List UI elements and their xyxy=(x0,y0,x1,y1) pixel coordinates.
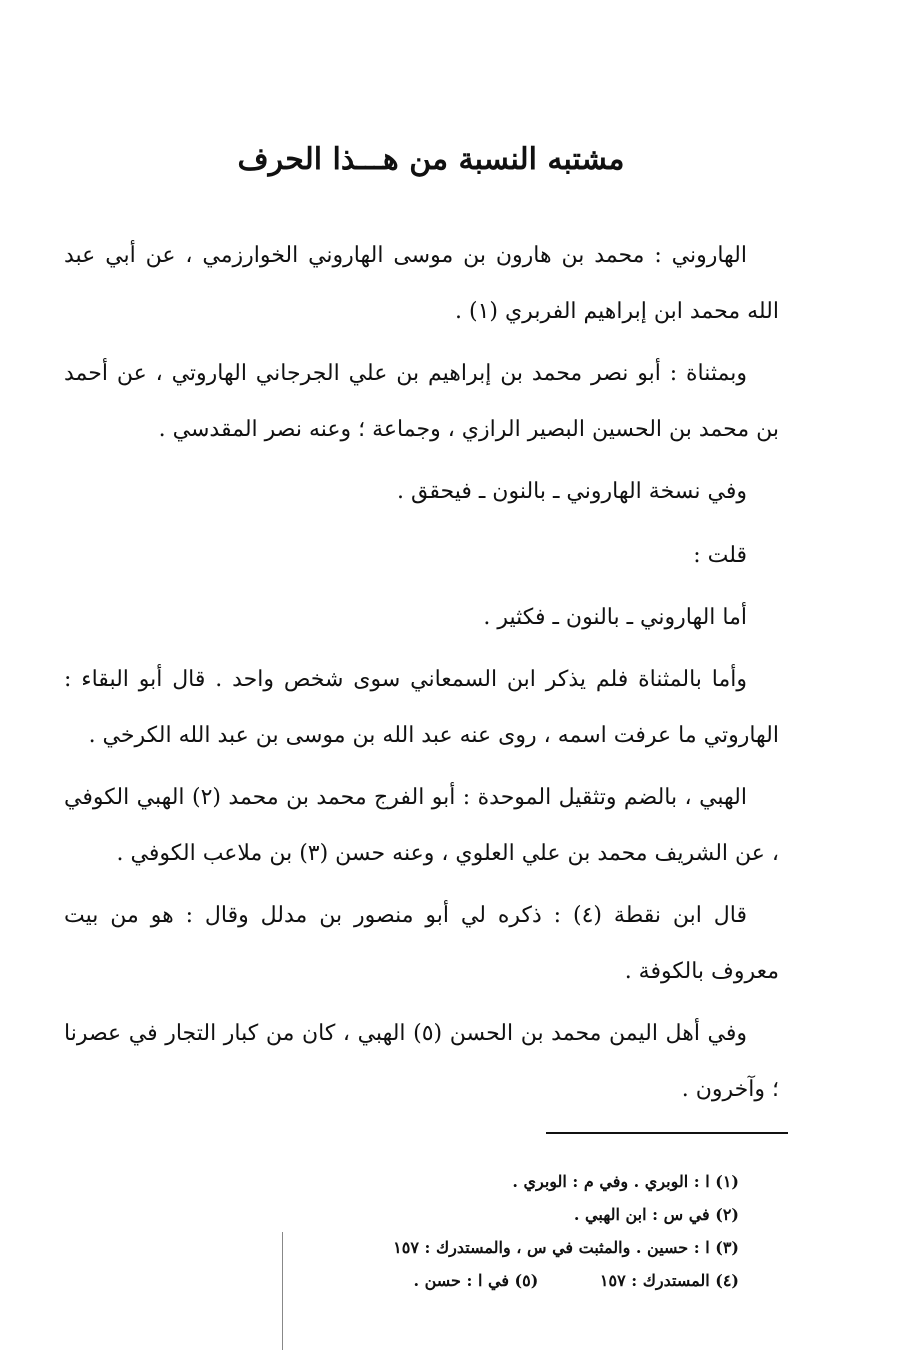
paragraph-ibn-nuqta: قال ابن نقطة (٤) : ذكره لي أبو منصور بن مدلل وقال : هو من بيت معروف بالكوفة . xyxy=(64,903,779,984)
footnote-2: (٢) في س : ابن الهبي . xyxy=(573,1205,739,1224)
main-text xyxy=(64,228,779,1124)
paragraph-hubbi: الهبي ، بالضم وتثقيل الموحدة : أبو الفرج محمد بن محمد (٢) الهبي الكوفي ، عن الشريف محمد بن علي العلوي ، وعنه حسن (٣) بن ملاعب الكوفي . xyxy=(64,785,779,866)
paragraph-haruni-many: أما الهاروني ـ بالنون ـ فكثير . xyxy=(483,605,747,630)
paragraph-haruni-1: الهاروني : محمد بن هارون بن موسى الهاروني الخوارزمي ، عن أبي عبد الله محمد ابن إبراهيم الفربري (١) . xyxy=(64,243,779,324)
footnote-1: (١) ا : الوبري . وفي م : الوبري . xyxy=(512,1172,739,1191)
paragraph-qultu: قلت : xyxy=(693,543,747,568)
footnote-divider xyxy=(546,1132,788,1134)
footnote-4-row xyxy=(339,1264,739,1297)
page-title: مشتبه النسبة من هـــذا الحرف xyxy=(237,142,625,177)
page-edge-line xyxy=(282,1232,283,1350)
footnotes xyxy=(339,1165,739,1297)
paragraph-other-copy: وفي نسخة الهاروني ـ بالنون ـ فيحقق . xyxy=(397,479,747,504)
footnote-3: (٣) ا : حسين . والمثبت في س ، والمستدرك : ١٥٧ xyxy=(393,1238,739,1257)
paragraph-harooti: وبمثناة : أبو نصر محمد بن إبراهيم بن علي الجرجاني الهاروتي ، عن أحمد بن محمد بن الحسين البصير الرازي ، وجماعة ؛ وعنه نصر المقدسي . xyxy=(64,361,779,442)
paragraph-samaani: وأما بالمثناة فلم يذكر ابن السمعاني سوى شخص واحد . قال أبو البقاء : الهاروتي ما عرفت اسمه ، روى عنه عبد الله بن موسى بن عبد الله الكرخي . xyxy=(64,667,779,748)
footnote-5: (٥) في ا : حسن . xyxy=(413,1271,539,1290)
paragraph-yemen: وفي أهل اليمن محمد بن الحسن (٥) الهبي ، كان من كبار التجار في عصرنا ؛ وآخرون . xyxy=(64,1021,779,1102)
footnote-4: (٤) المستدرك : ١٥٧ xyxy=(599,1271,739,1290)
